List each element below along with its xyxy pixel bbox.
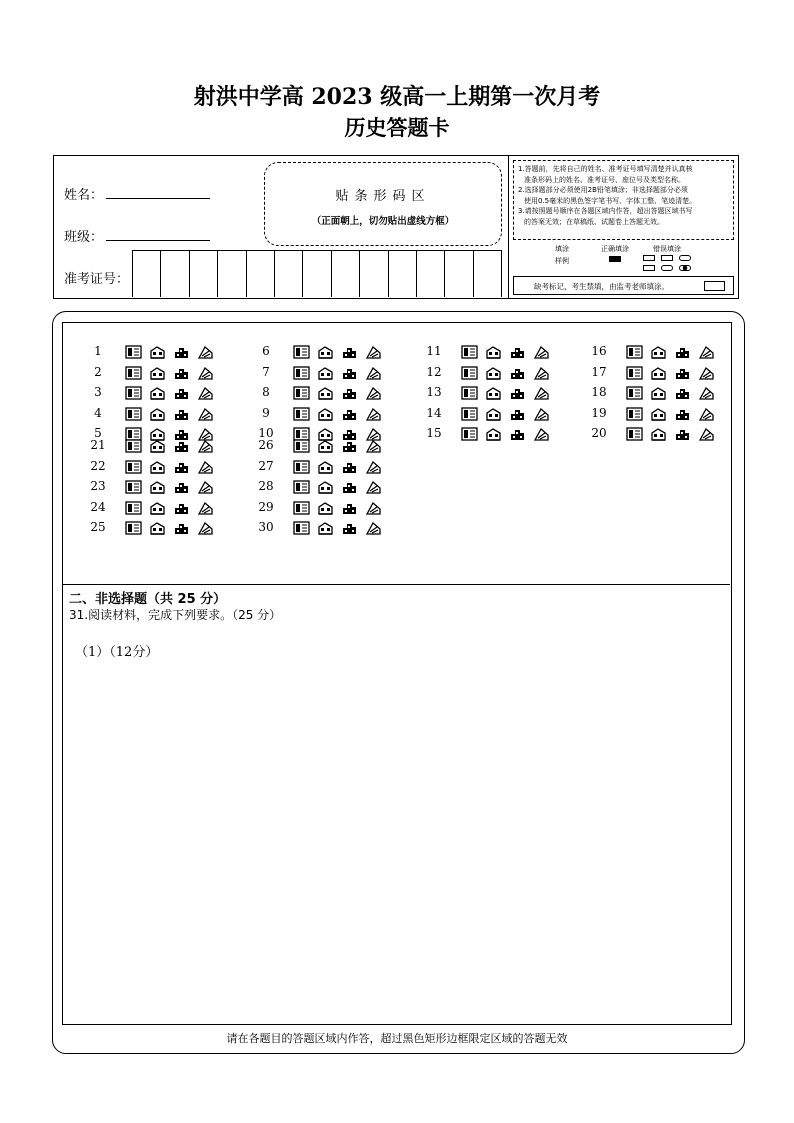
fill-label: 填涂: [555, 245, 569, 253]
footer-note: 请在各题目的答题区域内作答，超过黑色矩形边框限定区域的答题无效: [226, 1032, 568, 1045]
option-b-icon[interactable]: [149, 521, 166, 535]
mc-question-row: [588, 344, 728, 360]
option-d-icon[interactable]: [698, 386, 715, 400]
option-d-icon[interactable]: [197, 521, 214, 535]
question-number: 24: [90, 499, 106, 514]
question-number: 19: [591, 405, 607, 420]
option-d-icon[interactable]: [365, 480, 382, 494]
option-b-icon[interactable]: [317, 439, 334, 453]
option-d-icon[interactable]: [698, 345, 715, 359]
mc-question-row: [423, 406, 563, 422]
page-subtitle: 历史答题卡: [344, 115, 450, 140]
section-divider: [63, 584, 730, 585]
option-d-icon[interactable]: [698, 427, 715, 441]
option-a-icon[interactable]: [125, 345, 142, 359]
question-number: 16: [591, 344, 607, 358]
wrong-label: 错误填涂: [653, 245, 681, 253]
question-number: 27: [258, 458, 274, 473]
option-b-icon[interactable]: [317, 345, 334, 359]
mc-question-row: [588, 406, 728, 422]
option-a-icon[interactable]: [293, 345, 310, 359]
notice-box: [513, 160, 734, 240]
mc-question-row: [423, 344, 563, 360]
option-a-icon[interactable]: [461, 345, 478, 359]
mc-question-row: [255, 520, 395, 536]
notice-line: 准条形码上的姓名、准考证号、座位号及类型名称。: [524, 175, 685, 184]
option-a-icon[interactable]: [125, 407, 142, 421]
question-number: 21: [90, 438, 106, 452]
header-info-box: [53, 155, 739, 299]
option-b-icon[interactable]: [149, 386, 166, 400]
option-c-icon[interactable]: [509, 407, 526, 421]
option-a-icon[interactable]: [293, 521, 310, 535]
option-a-icon[interactable]: [125, 366, 142, 380]
barcode-note: （正面朝上，切勿贴出虚线方框）: [311, 216, 455, 227]
mc-question-row: [87, 479, 227, 495]
question-number: 10: [258, 426, 274, 440]
option-b-icon[interactable]: [650, 386, 667, 400]
correct-fill-icon: [609, 256, 621, 262]
mc-question-row: [588, 385, 728, 401]
option-b-icon[interactable]: [485, 366, 502, 380]
section2-title: 二、非选择题（共 25 分）: [69, 592, 227, 607]
option-a-icon[interactable]: [293, 386, 310, 400]
option-b-icon[interactable]: [317, 480, 334, 494]
question-number: 30: [258, 520, 274, 534]
option-a-icon[interactable]: [125, 439, 142, 453]
option-b-icon[interactable]: [149, 407, 166, 421]
question-number: 3: [94, 385, 102, 399]
question-number: 18: [591, 385, 607, 399]
option-c-icon[interactable]: [674, 345, 691, 359]
option-d-icon[interactable]: [197, 460, 214, 474]
option-a-icon[interactable]: [125, 460, 142, 474]
barcode-label: 贴条形码区: [335, 189, 431, 204]
class-field[interactable]: [106, 240, 210, 241]
option-d-icon[interactable]: [533, 407, 550, 421]
question-31: 31.阅读材料，完成下列要求。（25 分）: [69, 608, 282, 622]
notice-line: 3.请按照题号顺序在各题区域内作答，超出答题区域书写: [518, 207, 693, 215]
option-a-icon[interactable]: [626, 386, 643, 400]
option-b-icon[interactable]: [485, 386, 502, 400]
question-number: 26: [258, 438, 274, 452]
option-c-icon[interactable]: [173, 480, 190, 494]
absent-note: 缺考标记，考生禁填，由监考老师填涂。: [534, 282, 669, 291]
option-c-icon[interactable]: [674, 366, 691, 380]
option-d-icon[interactable]: [698, 366, 715, 380]
option-d-icon[interactable]: [365, 407, 382, 421]
question-number: 6: [262, 344, 270, 358]
option-d-icon[interactable]: [365, 345, 382, 359]
question-number: 11: [426, 344, 442, 358]
option-a-icon[interactable]: [461, 366, 478, 380]
option-c-icon[interactable]: [173, 501, 190, 515]
option-a-icon[interactable]: [626, 366, 643, 380]
option-b-icon[interactable]: [650, 427, 667, 441]
mc-question-row: [255, 365, 395, 381]
option-d-icon[interactable]: [365, 366, 382, 380]
option-d-icon[interactable]: [365, 501, 382, 515]
question-number: 28: [258, 479, 274, 493]
mc-question-row: [423, 426, 563, 442]
option-a-icon[interactable]: [293, 407, 310, 421]
option-c-icon[interactable]: [173, 345, 190, 359]
instructions-area: [509, 156, 738, 298]
question-number: 7: [262, 364, 270, 379]
option-c-icon[interactable]: [341, 366, 358, 380]
correct-label: 正确填涂: [601, 245, 629, 253]
option-c-icon[interactable]: [674, 386, 691, 400]
option-c-icon[interactable]: [173, 386, 190, 400]
option-d-icon[interactable]: [365, 460, 382, 474]
question-number: 22: [90, 458, 106, 473]
fill-sample: [509, 244, 738, 274]
example-label: 样例: [555, 257, 569, 265]
mc-question-row: [87, 500, 227, 516]
mc-question-row: [87, 459, 227, 475]
option-a-icon[interactable]: [293, 501, 310, 515]
wrong-fill-icon: [643, 255, 655, 261]
question-number: 17: [591, 364, 607, 379]
question-number: 29: [258, 499, 274, 514]
option-a-icon[interactable]: [125, 480, 142, 494]
mc-question-row: [87, 520, 227, 536]
option-c-icon[interactable]: [341, 407, 358, 421]
question-number: 25: [90, 520, 106, 534]
option-b-icon[interactable]: [650, 366, 667, 380]
exam-id-label: 准考证号：: [64, 272, 130, 287]
option-b-icon[interactable]: [317, 460, 334, 474]
option-a-icon[interactable]: [125, 386, 142, 400]
mc-question-row: [87, 365, 227, 381]
option-c-icon[interactable]: [173, 407, 190, 421]
class-label: 班级：: [64, 230, 104, 245]
question-number: 9: [262, 405, 270, 420]
option-b-icon[interactable]: [149, 480, 166, 494]
option-c-icon[interactable]: [509, 345, 526, 359]
option-d-icon[interactable]: [365, 386, 382, 400]
absent-mark-field[interactable]: [704, 281, 725, 291]
option-a-icon[interactable]: [125, 521, 142, 535]
option-b-icon[interactable]: [485, 407, 502, 421]
question-number: 5: [94, 426, 102, 440]
answer-area: [62, 322, 732, 1025]
option-b-icon[interactable]: [149, 345, 166, 359]
option-b-icon[interactable]: [317, 386, 334, 400]
option-b-icon[interactable]: [317, 407, 334, 421]
question-number: 20: [591, 426, 607, 440]
option-a-icon[interactable]: [626, 427, 643, 441]
option-c-icon[interactable]: [509, 366, 526, 380]
option-b-icon[interactable]: [317, 366, 334, 380]
option-c-icon[interactable]: [341, 480, 358, 494]
option-a-icon[interactable]: [293, 480, 310, 494]
name-field[interactable]: [106, 198, 210, 199]
option-d-icon[interactable]: [197, 501, 214, 515]
option-b-icon[interactable]: [317, 501, 334, 515]
mc-question-row: [255, 344, 395, 360]
option-b-icon[interactable]: [149, 501, 166, 515]
option-b-icon[interactable]: [149, 439, 166, 453]
option-d-icon[interactable]: [197, 366, 214, 380]
mc-question-row: [255, 479, 395, 495]
option-d-icon[interactable]: [698, 407, 715, 421]
option-d-icon[interactable]: [365, 521, 382, 535]
wrong-fill-icon: [661, 255, 673, 261]
option-c-icon[interactable]: [674, 407, 691, 421]
option-a-icon[interactable]: [293, 460, 310, 474]
mc-question-row: [87, 385, 227, 401]
option-c-icon[interactable]: [173, 366, 190, 380]
option-c-icon[interactable]: [341, 501, 358, 515]
question-number: 15: [426, 426, 442, 440]
mc-question-row: [255, 438, 395, 454]
option-b-icon[interactable]: [317, 521, 334, 535]
option-c-icon[interactable]: [674, 427, 691, 441]
exam-id-grid[interactable]: [132, 250, 502, 297]
mc-question-row: [423, 385, 563, 401]
mc-question-row: [423, 365, 563, 381]
wrong-fill-icon: [679, 265, 691, 271]
option-a-icon[interactable]: [293, 439, 310, 453]
notice-line: 1.答题前，先将自己的姓名、准考证号填写清楚并认真核: [518, 165, 693, 173]
notice-line: 的答案无效；在草稿纸、试题卷上答题无效。: [524, 217, 664, 226]
page-title: 射洪中学高 2023 级高一上期第一次月考: [193, 84, 601, 110]
option-a-icon[interactable]: [461, 407, 478, 421]
mc-question-row: [255, 406, 395, 422]
question-number: 14: [426, 405, 442, 420]
option-d-icon[interactable]: [197, 345, 214, 359]
absent-mark-box: [513, 276, 734, 295]
option-a-icon[interactable]: [461, 386, 478, 400]
mc-question-row: [255, 459, 395, 475]
student-info-area: [54, 156, 509, 298]
option-d-icon[interactable]: [197, 386, 214, 400]
option-d-icon[interactable]: [197, 480, 214, 494]
option-b-icon[interactable]: [650, 407, 667, 421]
question-number: 23: [90, 479, 106, 493]
mc-question-row: [588, 365, 728, 381]
option-b-icon[interactable]: [650, 345, 667, 359]
question-number: 2: [94, 364, 102, 379]
wrong-fill-icon: [679, 255, 691, 261]
mc-question-row: [87, 406, 227, 422]
option-c-icon[interactable]: [173, 439, 190, 453]
mc-question-row: [255, 500, 395, 516]
question-number: 13: [426, 385, 442, 399]
option-c-icon[interactable]: [173, 460, 190, 474]
mc-question-row: [87, 344, 227, 360]
question-number: 8: [262, 385, 270, 399]
notice-line: 2.选择题部分必须使用2B铅笔填涂；非选择题部分必须: [518, 186, 688, 194]
option-d-icon[interactable]: [533, 427, 550, 441]
option-d-icon[interactable]: [533, 366, 550, 380]
option-b-icon[interactable]: [485, 427, 502, 441]
option-d-icon[interactable]: [197, 439, 214, 453]
option-c-icon[interactable]: [341, 345, 358, 359]
option-a-icon[interactable]: [626, 407, 643, 421]
wrong-fill-icon: [661, 265, 673, 271]
question-number: 4: [94, 405, 102, 420]
option-d-icon[interactable]: [533, 386, 550, 400]
option-d-icon[interactable]: [197, 407, 214, 421]
option-a-icon[interactable]: [461, 427, 478, 441]
option-d-icon[interactable]: [365, 439, 382, 453]
notice-line: 使用0.5毫米的黑色签字笔书写，字体工整、笔迹清楚。: [524, 196, 697, 205]
question-number: 12: [426, 364, 442, 379]
option-c-icon[interactable]: [173, 521, 190, 535]
wrong-fill-icon: [643, 265, 655, 271]
option-a-icon[interactable]: [125, 501, 142, 515]
option-c-icon[interactable]: [341, 460, 358, 474]
option-a-icon[interactable]: [626, 345, 643, 359]
option-d-icon[interactable]: [533, 345, 550, 359]
option-b-icon[interactable]: [149, 460, 166, 474]
option-a-icon[interactable]: [293, 366, 310, 380]
option-b-icon[interactable]: [485, 345, 502, 359]
mc-question-row: [255, 385, 395, 401]
mc-question-row: [588, 426, 728, 442]
option-b-icon[interactable]: [149, 366, 166, 380]
name-label: 姓名：: [64, 188, 104, 203]
option-c-icon[interactable]: [509, 386, 526, 400]
option-c-icon[interactable]: [341, 439, 358, 453]
mc-question-row: [87, 438, 227, 454]
barcode-area: [264, 162, 502, 246]
option-c-icon[interactable]: [341, 386, 358, 400]
option-c-icon[interactable]: [341, 521, 358, 535]
option-c-icon[interactable]: [509, 427, 526, 441]
question-31-part1: （1）（12分）: [75, 645, 159, 660]
question-number: 1: [94, 344, 102, 358]
